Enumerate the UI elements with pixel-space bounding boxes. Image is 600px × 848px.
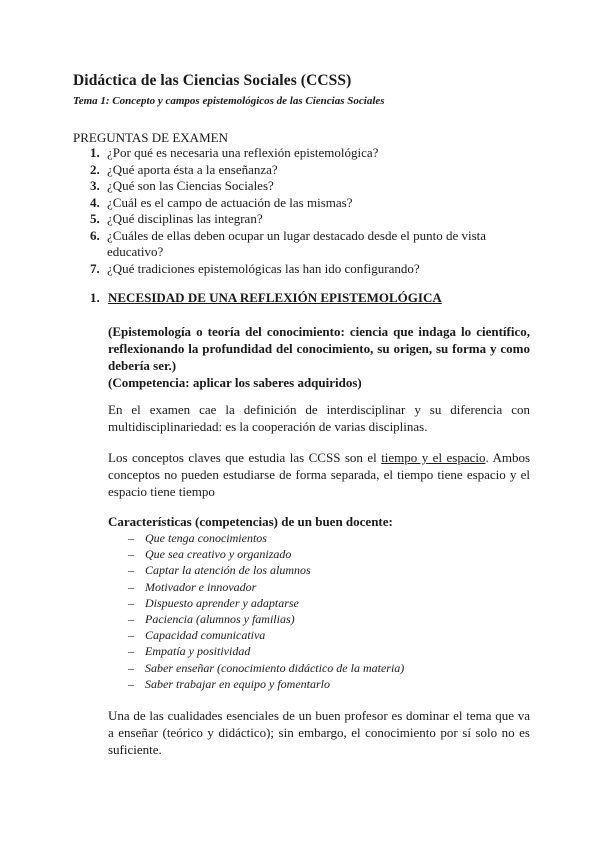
- list-item: 7. ¿Qué tradiciones epistemológicas las han ido configurando?: [90, 260, 420, 276]
- list-item: – Dispuesto aprender y adaptarse: [128, 595, 299, 610]
- list-item: 1. ¿Por qué es necesaria una reflexión epistemológica?: [90, 145, 379, 160]
- list-item: – Que tenga conocimientos: [128, 531, 267, 545]
- list-item: – Motivador e innovador: [128, 579, 257, 594]
- list-item: – Capacidad comunicativa: [128, 628, 266, 643]
- underlined-concepts: tiempo y el espacio: [381, 450, 486, 465]
- closing-paragraph: Una de las cualidades esenciales de un buen profesor es dominar el tema que va a enseñar (teórico y didáctico); sin embargo, el conocimiento por sí solo no es suficiente.: [108, 708, 530, 757]
- list-item: – Que sea creativo y organizado: [128, 547, 292, 562]
- document-title: Didáctica de las Ciencias Sociales (CCSS): [73, 72, 352, 89]
- epistemology-note: (Epistemología o teoría del conocimiento: ciencia que indaga lo científico, reflexionando la profundidad del conocimiento, su origen, su forma y como debería ser.): [108, 324, 530, 373]
- list-item: – Empatía y positividad: [128, 644, 251, 659]
- list-item: 4. ¿Cuál es el campo de actuación de las mismas?: [90, 194, 353, 210]
- competence-note: (Competencia: aplicar los saberes adquiridos): [108, 375, 362, 390]
- concepts-paragraph: Los conceptos claves que estudia las CCSS son el tiempo y el espacio. Ambos conceptos no pueden estudiarse de forma separada, el tiempo tiene espacio y el espacio tiene tiempo: [108, 450, 530, 499]
- section-title: NECESIDAD DE UNA REFLEXIÓN EPISTEMOLÓGICA: [108, 290, 442, 305]
- exam-questions-heading: PREGUNTAS DE EXAMEN: [73, 130, 228, 145]
- list-item: 2. ¿Qué aporta ésta a la enseñanza?: [90, 161, 278, 177]
- list-item: – Captar la atención de los alumnos: [128, 563, 311, 578]
- list-item: 3. ¿Qué son las Ciencias Sociales?: [90, 178, 274, 193]
- definition-block: [108, 323, 530, 391]
- section-heading: [90, 290, 442, 306]
- list-item: – Paciencia (alumnos y familias): [128, 612, 295, 627]
- traits-heading: Características (competencias) de un buen docente:: [108, 514, 393, 529]
- list-item: – Saber trabajar en equipo y fomentarlo: [128, 676, 330, 691]
- exam-paragraph: En el examen cae la definición de interdisciplinar y su diferencia con multidisciplinariedad: es la cooperación de varias disciplinas.: [108, 402, 530, 434]
- list-item: – Saber enseñar (conocimiento didáctico de la materia): [128, 660, 405, 675]
- list-item: 5. ¿Qué disciplinas las integran?: [90, 211, 263, 226]
- traits-list: [108, 530, 404, 692]
- exam-questions-list: [73, 145, 533, 277]
- list-item: 6. ¿Cuáles de ellas deben ocupar un lugar destacado desde el punto de vista educativo?: [90, 227, 487, 259]
- document-subtitle: Tema 1: Concepto y campos epistemológicos de las Ciencias Sociales: [73, 95, 385, 107]
- section-number: 1.: [90, 290, 100, 305]
